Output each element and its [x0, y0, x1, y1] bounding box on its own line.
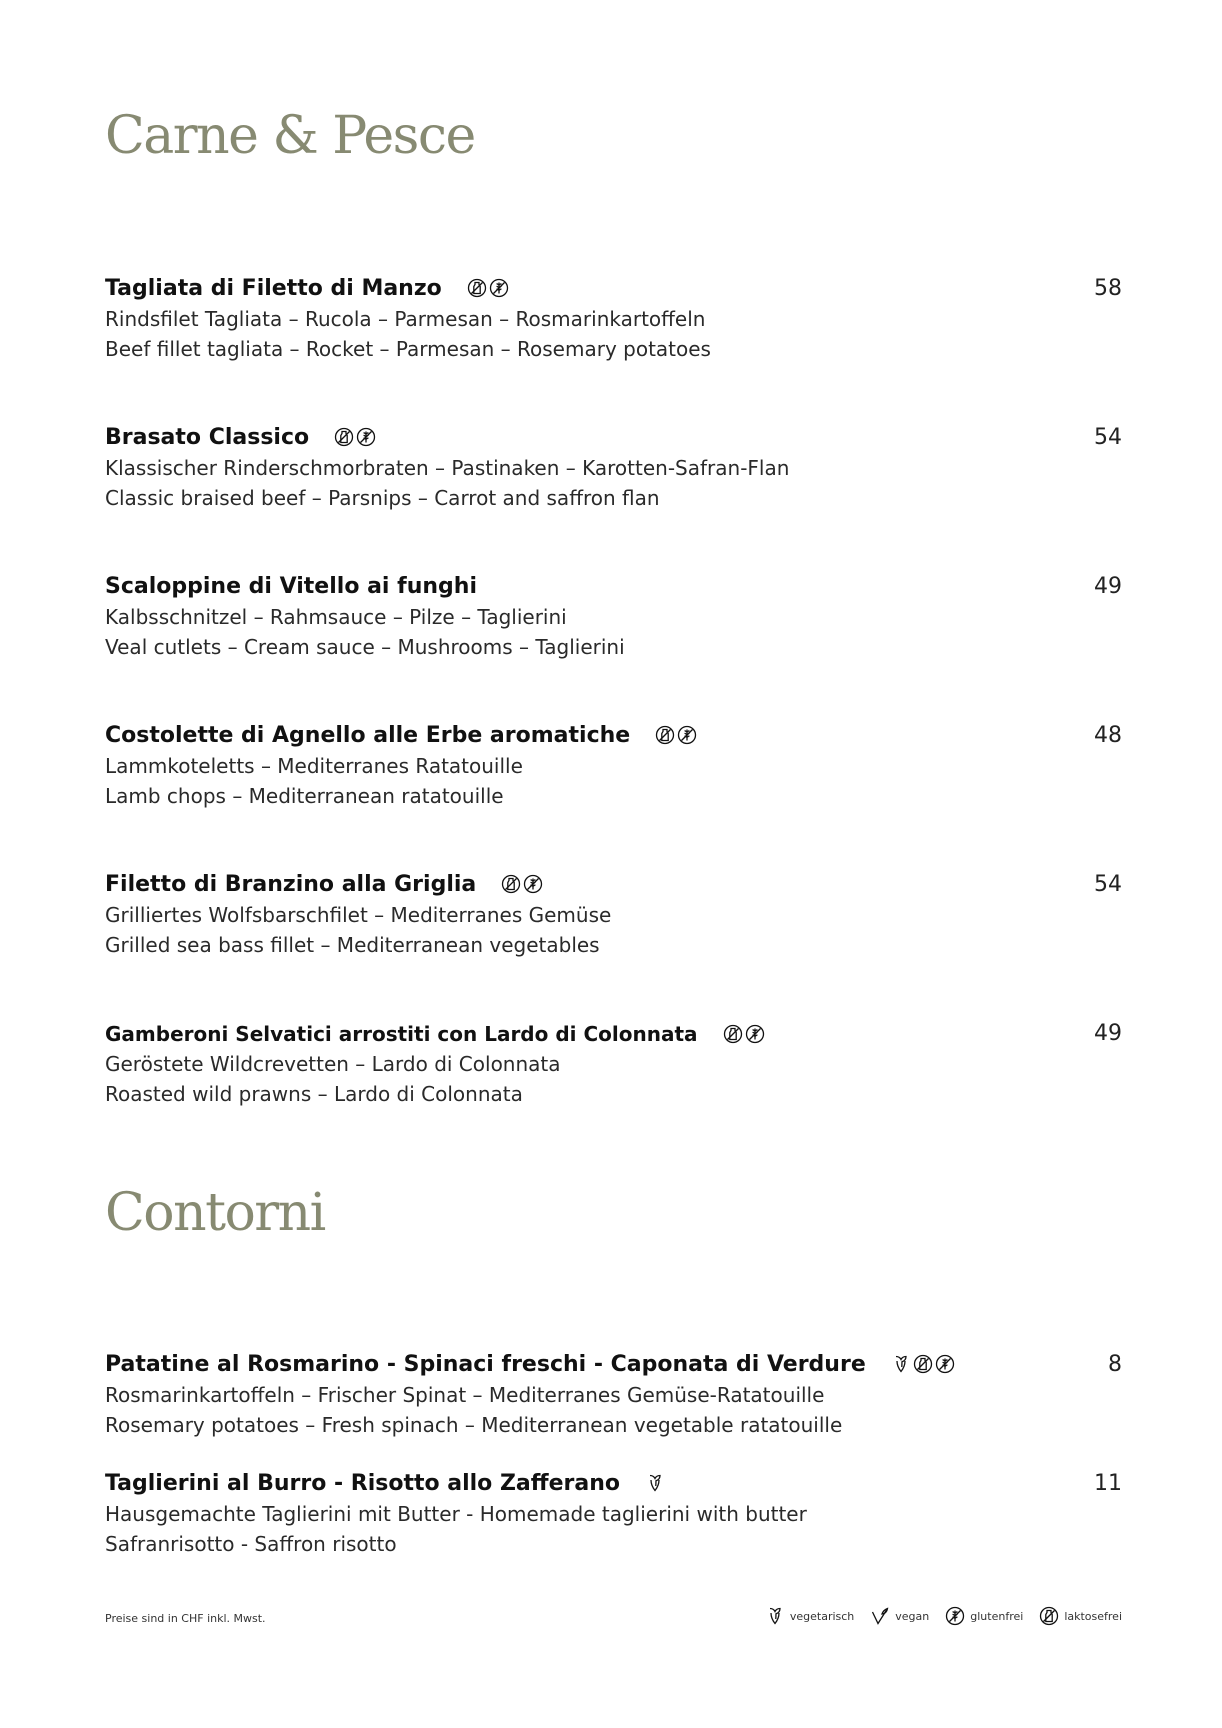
item-desc-de: Lammkoteletts – Mediterranes Ratatouille	[105, 754, 523, 778]
item-name: Gamberoni Selvatici arrostiti con Lardo di Colonnata	[105, 1022, 698, 1046]
diet-badges	[501, 874, 543, 894]
vegetarian-icon	[645, 1473, 665, 1493]
gluten-free-icon	[523, 874, 543, 894]
item-name: Scaloppine di Vitello ai funghi	[105, 574, 477, 599]
item-desc-de: Klassischer Rinderschmorbraten – Pastinaken – Karotten-Safran-Flan	[105, 456, 790, 480]
item-price: 8	[1108, 1352, 1122, 1377]
legend-label: glutenfrei	[970, 1609, 1024, 1623]
vegetarian-icon	[891, 1354, 911, 1374]
item-name: Tagliata di Filetto di Manzo	[105, 276, 442, 301]
menu-item	[105, 1019, 1122, 1109]
menu-item	[105, 1469, 1122, 1559]
legend-item-lactose-free	[1039, 1606, 1122, 1626]
item-desc-en: Veal cutlets – Cream sauce – Mushrooms – Taglierini	[105, 635, 625, 659]
item-price: 49	[1094, 574, 1122, 599]
section-title-carne-pesce: Carne & Pesce	[105, 106, 475, 166]
diet-badges	[891, 1354, 955, 1374]
item-name: Brasato Classico	[105, 425, 310, 450]
item-price: 48	[1094, 723, 1122, 748]
item-desc-en: Classic braised beef – Parsnips – Carrot and saffron flan	[105, 486, 660, 510]
menu-item	[105, 274, 1122, 364]
diet-badges	[334, 427, 376, 447]
item-desc-en: Beef fillet tagliata – Rocket – Parmesan – Rosemary potatoes	[105, 337, 711, 361]
lactose-free-icon	[501, 874, 521, 894]
item-price: 54	[1094, 425, 1122, 450]
gluten-free-icon	[945, 1606, 965, 1626]
item-desc-en: Grilled sea bass fillet – Mediterranean vegetables	[105, 933, 600, 957]
item-name: Costolette di Agnello alle Erbe aromatiche	[105, 723, 631, 748]
diet-badges	[467, 278, 509, 298]
item-name: Taglierini al Burro - Risotto allo Zafferano	[105, 1471, 620, 1496]
lactose-free-icon	[334, 427, 354, 447]
item-name: Filetto di Branzino alla Griglia	[105, 872, 477, 897]
diet-badges	[645, 1473, 665, 1493]
item-desc-de: Grilliertes Wolfsbarschfilet – Mediterranes Gemüse	[105, 903, 612, 927]
gluten-free-icon	[677, 725, 697, 745]
lactose-free-icon	[913, 1354, 933, 1374]
item-desc-de: Rindsfilet Tagliata – Rucola – Parmesan – Rosmarinkartoffeln	[105, 307, 706, 331]
menu-item	[105, 870, 1122, 960]
legend-item-vegan	[870, 1606, 929, 1626]
section-title-contorni: Contorni	[105, 1183, 325, 1243]
item-desc-en: Lamb chops – Mediterranean ratatouille	[105, 784, 504, 808]
item-price: 54	[1094, 872, 1122, 897]
menu-item	[105, 423, 1122, 513]
legend-label: vegetarisch	[789, 1609, 855, 1623]
item-price: 49	[1094, 1021, 1122, 1046]
gluten-free-icon	[745, 1024, 765, 1044]
item-desc-en: Roasted wild prawns – Lardo di Colonnata	[105, 1082, 523, 1106]
lactose-free-icon	[723, 1024, 743, 1044]
diet-badges	[723, 1024, 765, 1044]
item-desc-de: Hausgemachte Taglierini mit Butter - Homemade taglierini with butter	[105, 1502, 807, 1526]
menu-item	[105, 721, 1122, 811]
item-desc-de: Rosmarinkartoffeln – Frischer Spinat – Mediterranes Gemüse-Ratatouille	[105, 1383, 825, 1407]
lactose-free-icon	[1039, 1606, 1059, 1626]
item-price: 11	[1094, 1471, 1122, 1496]
legend-item-gluten-free	[945, 1606, 1023, 1626]
item-name: Patatine al Rosmarino - Spinaci freschi - Caponata di Verdure	[105, 1352, 866, 1377]
legend-item-vegetarian	[765, 1606, 854, 1626]
diet-badges	[655, 725, 697, 745]
menu-item	[105, 572, 1122, 662]
gluten-free-icon	[489, 278, 509, 298]
lactose-free-icon	[467, 278, 487, 298]
item-desc-de: Geröstete Wildcrevetten – Lardo di Colonnata	[105, 1052, 561, 1076]
item-price: 58	[1094, 276, 1122, 301]
gluten-free-icon	[356, 427, 376, 447]
legend-label: laktosefrei	[1064, 1609, 1122, 1623]
item-desc-de: Kalbsschnitzel – Rahmsauce – Pilze – Taglierini	[105, 605, 567, 629]
menu-item	[105, 1350, 1122, 1440]
diet-legend	[765, 1606, 1122, 1626]
lactose-free-icon	[655, 725, 675, 745]
vegan-icon	[870, 1606, 890, 1626]
item-desc-en: Safranrisotto - Saffron risotto	[105, 1532, 397, 1556]
gluten-free-icon	[935, 1354, 955, 1374]
legend-label: vegan	[895, 1609, 930, 1623]
item-desc-en: Rosemary potatoes – Fresh spinach – Mediterranean vegetable ratatouille	[105, 1413, 843, 1437]
vegetarian-icon	[765, 1606, 785, 1626]
price-note: Preise sind in CHF inkl. Mwst.	[105, 1612, 266, 1625]
